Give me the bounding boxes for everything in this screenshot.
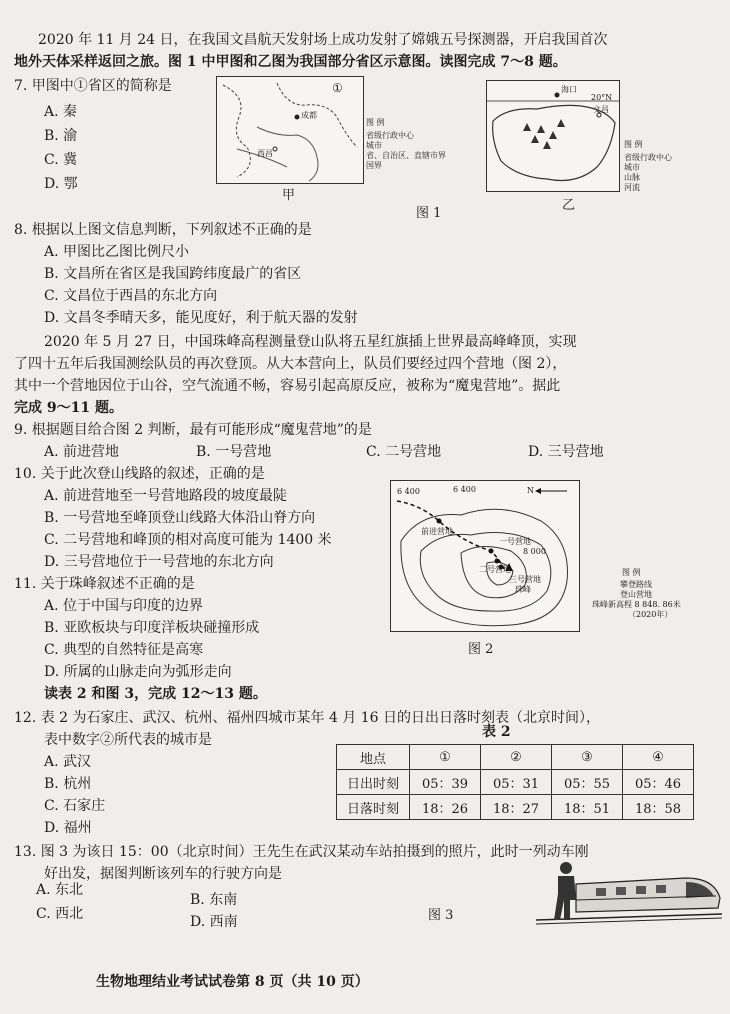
figure1-map-jia (216, 76, 364, 184)
contour-label-6400-a: 6 400 (397, 487, 420, 496)
map-jia-city-chengdu: 成都 (301, 111, 317, 120)
q9-option-c: C. 二号营地 (366, 444, 442, 460)
table-cell: 18：58 (623, 795, 694, 820)
legend-item: 省、自治区、直辖市界 (366, 151, 446, 160)
page-footer: 生物地理结业考试试卷第 8 页（共 10 页） (96, 974, 369, 990)
intro2-line3: 其中一个营地因位于山谷，空气流通不畅，容易引起高原反应，被称为“魔鬼营地”。据此 (14, 378, 561, 394)
q13-stem-line1: 13. 图 3 为该日 15：00（北京时间）王先生在武汉某动车站拍摄到的照片，此时一列动车刚 (14, 844, 589, 860)
table-header-cell: ③ (552, 745, 623, 770)
intro2-line1: 2020 年 5 月 27 日，中国珠峰高程测量登山队将五星红旗插上世界最高峰峰顶，实现 (44, 334, 577, 350)
sunrise-sunset-table (336, 744, 694, 820)
camp2-label: 二号营地 (479, 565, 511, 574)
q11-stem: 11. 关于珠峰叙述不正确的是 (14, 576, 195, 592)
legend-item: 山脉 (624, 173, 640, 182)
map-jia-circle-label: ① (332, 81, 343, 95)
legend-peak: 珠峰新高程 8 848. 86米 (592, 600, 681, 609)
q8-option-d: D. 文昌冬季晴天多，能见度好，利于航天器的发射 (44, 310, 358, 326)
q7-option-b: B. 渝 (44, 128, 78, 144)
q13-option-a: A. 东北 (36, 882, 84, 898)
q7-option-c: C. 冀 (44, 152, 78, 168)
q8-option-a: A. 甲图比乙图比例尺小 (44, 244, 190, 260)
table-cell: 05：46 (623, 770, 694, 795)
q13-option-c: C. 西北 (36, 906, 84, 922)
map-jia-city-xichang: 西昌 (257, 149, 273, 158)
table-cell: 05：31 (481, 770, 552, 795)
north-arrow-label: N (527, 486, 534, 495)
legend-item: 城市 (366, 141, 382, 150)
legend-title: 图 例 (366, 118, 385, 127)
q12-option-a: A. 武汉 (44, 754, 92, 770)
legend-item: 城市 (624, 163, 640, 172)
table-cell: 05：39 (410, 770, 481, 795)
figure1-yi-legend (624, 140, 728, 193)
q8-stem: 8. 根据以上图文信息判断，下列叙述不正确的是 (14, 222, 312, 238)
table-cell: 日落时刻 (337, 795, 410, 820)
camp1-label: 一号营地 (499, 537, 531, 546)
legend-item: 河流 (624, 183, 640, 192)
figure2-contour-map (390, 480, 580, 632)
map-yi-city-haikou: 海口 (561, 85, 577, 94)
legend-route: 攀登路线 (620, 580, 652, 589)
figure2-legend (592, 568, 728, 620)
q11-option-c: C. 典型的自然特征是高寒 (44, 642, 204, 658)
summit-label: 珠峰 (515, 585, 531, 594)
table2-title: 表 2 (482, 724, 511, 740)
map-yi-city-wenchang: 文昌 (593, 105, 609, 114)
intro2-line4: 完成 9～11 题。 (14, 400, 123, 416)
figure1-caption: 图 1 (416, 206, 442, 221)
q10-option-b: B. 一号营地至峰顶登山线路大体沿山脊方向 (44, 510, 316, 526)
q9-option-d: D. 三号营地 (528, 444, 604, 460)
table-header-cell: ④ (623, 745, 694, 770)
q12-option-b: B. 杭州 (44, 776, 92, 792)
table-header-cell: ① (410, 745, 481, 770)
table-header-cell: ② (481, 745, 552, 770)
q9-option-a: A. 前进营地 (44, 444, 120, 460)
q13-option-d: D. 西南 (190, 914, 238, 930)
contour-label-8000: 8 000 (523, 547, 546, 556)
legend-title: 图 例 (622, 568, 641, 577)
q12-stem-line1: 12. 表 2 为石家庄、武汉、杭州、福州四城市某年 4 月 16 日的日出日落时刻表（北京时间）， (14, 710, 601, 726)
table-cell: 18：26 (410, 795, 481, 820)
table-row (337, 770, 694, 795)
table-header-cell: 地点 (337, 745, 410, 770)
q11-option-b: B. 亚欧板块与印度洋板块碰撞形成 (44, 620, 260, 636)
contour-drawing (391, 481, 579, 631)
q7-stem: 7. 甲图中①省区的简称是 (14, 78, 172, 94)
legend-item: 省级行政中心 (366, 131, 414, 140)
intro1-line1: 2020 年 11 月 24 日，在我国文昌航天发射场上成功发射了嫦娥五号探测器，开启我国首次 (38, 32, 608, 48)
figure3-train-photo (536, 854, 722, 926)
intro3: 读表 2 和图 3，完成 12～13 题。 (44, 686, 267, 702)
q11-option-d: D. 所属的山脉走向为弧形走向 (44, 664, 232, 680)
map-jia-label: 甲 (282, 188, 296, 203)
q10-option-a: A. 前进营地至一号营地路段的坡度最陡 (44, 488, 288, 504)
table-cell: 18：27 (481, 795, 552, 820)
table-cell: 18：51 (552, 795, 623, 820)
q9-option-b: B. 一号营地 (196, 444, 272, 460)
legend-title: 图 例 (624, 140, 643, 149)
table-cell: 日出时刻 (337, 770, 410, 795)
map-yi-latitude: 20°N (591, 93, 613, 102)
q8-option-b: B. 文昌所在省区是我国跨纬度最广的省区 (44, 266, 302, 282)
table-row (337, 795, 694, 820)
q7-option-d: D. 鄂 (44, 176, 78, 192)
legend-item: 国界 (366, 161, 382, 170)
table-cell: 05：55 (552, 770, 623, 795)
q10-option-d: D. 三号营地位于一号营地的东北方向 (44, 554, 274, 570)
q12-stem-line2: 表中数字②所代表的城市是 (44, 732, 212, 748)
legend-camp: 登山营地 (620, 590, 652, 599)
q12-option-d: D. 福州 (44, 820, 92, 836)
map-yi-label: 乙 (562, 198, 576, 213)
q13-option-b: B. 东南 (190, 892, 238, 908)
intro1-line2: 地外天体采样返回之旅。图 1 中甲图和乙图为我国部分省区示意图。读图完成 7～8 题。 (14, 54, 567, 70)
table-header-row (337, 745, 694, 770)
legend-year: （2020年） (628, 610, 673, 619)
figure2-caption: 图 2 (468, 642, 494, 657)
q11-option-a: A. 位于中国与印度的边界 (44, 598, 204, 614)
q13-stem-line2: 好出发，据图判断该列车的行驶方向是 (44, 866, 282, 882)
figure3-caption: 图 3 (428, 908, 454, 923)
q7-option-a: A. 秦 (44, 104, 78, 120)
camp3-label: 三号营地 (509, 575, 541, 584)
legend-item: 省级行政中心 (624, 153, 672, 162)
q9-stem: 9. 根据题目给合图 2 判断，最有可能形成“魔鬼营地”的是 (14, 422, 372, 438)
camp-front-label: 前进营地 (421, 527, 453, 536)
figure1-map-yi (486, 80, 620, 192)
q10-option-c: C. 二号营地和峰顶的相对高度可能为 1400 米 (44, 532, 332, 548)
contour-label-6400-b: 6 400 (453, 485, 476, 494)
train-illustration (536, 854, 722, 926)
q8-option-c: C. 文昌位于西昌的东北方向 (44, 288, 218, 304)
q10-stem: 10. 关于此次登山线路的叙述，正确的是 (14, 466, 265, 482)
figure1-jia-legend (366, 118, 476, 171)
q12-option-c: C. 石家庄 (44, 798, 106, 814)
intro2-line2: 了四十五年后我国测绘队员的再次登顶。从大本营向上，队员们要经过四个营地（图 2）， (14, 356, 567, 372)
